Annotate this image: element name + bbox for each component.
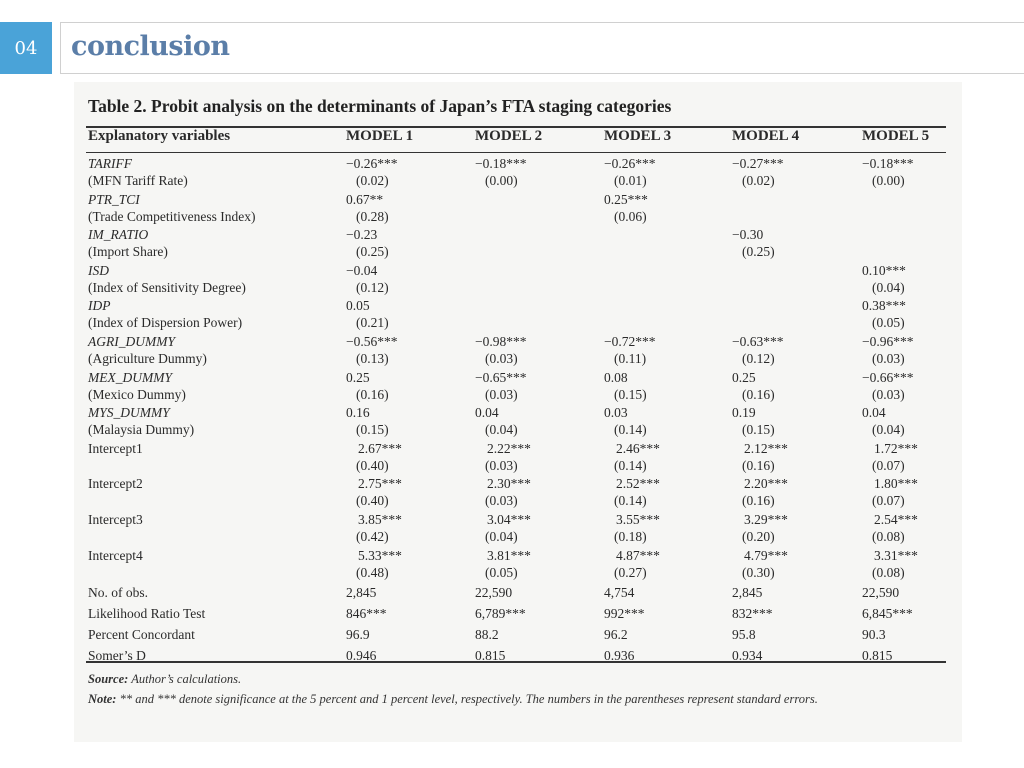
intercept-name: Intercept2 (88, 476, 143, 492)
intercept-name: Intercept3 (88, 512, 143, 527)
std-error-cell: (0.20) (742, 529, 775, 544)
coefficient-cell: 0.38*** (862, 298, 906, 314)
coefficient-cell: 3.55*** (616, 512, 660, 527)
statistic-value: 2,845 (732, 585, 763, 601)
coefficient-cell: 5.33*** (358, 547, 402, 563)
coefficient-cell: 0.25 (346, 369, 370, 385)
coefficient-cell: 0.25 (732, 369, 756, 385)
std-error-cell: (0.40) (356, 493, 389, 509)
std-error-cell: (0.03) (485, 386, 518, 402)
statistic-name: Percent Concordant (88, 627, 195, 643)
coefficient-cell: 0.16 (346, 405, 370, 421)
std-error-cell: (0.21) (356, 315, 389, 331)
variable-name: IDP (88, 298, 111, 314)
column-header-model-5: MODEL 5 (862, 128, 930, 144)
variable-description: (Trade Competitiveness Index) (88, 208, 256, 224)
coefficient-cell: 2.12*** (744, 440, 788, 456)
statistic-name: No. of obs. (88, 585, 148, 601)
variable-description: (Mexico Dummy) (88, 386, 186, 402)
variable-description: (Agriculture Dummy) (88, 351, 207, 366)
std-error-cell: (0.05) (872, 315, 905, 331)
std-error-cell: (0.13) (356, 351, 389, 366)
statistic-name: Somer’s D (88, 648, 146, 664)
slide-title: conclusion (71, 31, 230, 62)
variable-name: MEX_DUMMY (88, 369, 172, 385)
coefficient-cell: −0.27*** (732, 156, 784, 171)
variable-name: PTR_TCI (88, 191, 140, 207)
table-note (88, 689, 938, 709)
source-label: Source: (88, 672, 129, 686)
statistic-value: 2,845 (346, 585, 377, 601)
coefficient-cell: 0.10*** (862, 262, 906, 278)
coefficient-cell: −0.96*** (862, 334, 914, 349)
std-error-cell: (0.04) (485, 422, 518, 438)
std-error-cell: (0.04) (485, 529, 518, 544)
table-source (88, 669, 938, 689)
coefficient-cell: 4.79*** (744, 547, 788, 563)
column-header-model-1: MODEL 1 (346, 128, 414, 144)
statistic-value: 0.815 (475, 648, 506, 664)
source-text: Author’s calculations. (131, 672, 242, 686)
coefficient-cell: 0.05 (346, 298, 370, 314)
intercept-name: Intercept1 (88, 440, 143, 456)
variable-name: ISD (88, 262, 109, 278)
coefficient-cell: 0.25*** (604, 191, 648, 207)
variable-description: (Index of Dispersion Power) (88, 315, 243, 331)
std-error-cell: (0.27) (614, 564, 647, 580)
variable-name: IM_RATIO (88, 227, 149, 243)
statistic-value: 0.946 (346, 648, 377, 664)
statistic-value: 22,590 (862, 585, 900, 601)
coefficient-cell: −0.18*** (475, 156, 527, 171)
coefficient-cell: 3.29*** (744, 512, 788, 527)
statistic-value: 90.3 (862, 627, 886, 643)
coefficient-cell: 3.81*** (487, 547, 531, 563)
statistic-value: 4,754 (604, 585, 635, 601)
std-error-cell: (0.28) (356, 208, 389, 224)
coefficient-cell: 2.67*** (358, 440, 402, 456)
coefficient-cell: −0.72*** (604, 334, 656, 349)
std-error-cell: (0.15) (356, 422, 389, 438)
coefficient-cell: −0.26*** (346, 156, 398, 171)
statistic-value: 6,845*** (862, 606, 913, 622)
std-error-cell: (0.16) (742, 386, 775, 402)
statistic-value: 95.8 (732, 627, 756, 643)
statistic-value: 846*** (346, 606, 387, 622)
column-header-model-2: MODEL 2 (475, 128, 543, 144)
std-error-cell: (0.02) (742, 173, 775, 188)
section-number-badge: 04 (0, 22, 52, 74)
coefficient-cell: 4.87*** (616, 547, 660, 563)
std-error-cell: (0.04) (872, 422, 905, 438)
std-error-cell: (0.15) (742, 422, 775, 438)
statistic-value: 0.936 (604, 648, 635, 664)
std-error-cell: (0.14) (614, 457, 647, 473)
coefficient-cell: −0.98*** (475, 334, 527, 349)
variable-description: (MFN Tariff Rate) (88, 173, 188, 188)
std-error-cell: (0.00) (872, 173, 905, 188)
std-error-cell: (0.04) (872, 279, 905, 295)
std-error-cell: (0.14) (614, 493, 647, 509)
coefficient-cell: 3.31*** (874, 547, 918, 563)
std-error-cell: (0.08) (872, 564, 905, 580)
std-error-cell: (0.02) (356, 173, 389, 188)
std-error-cell: (0.48) (356, 564, 389, 580)
std-error-cell: (0.40) (356, 457, 389, 473)
coefficient-cell: 0.04 (862, 405, 886, 421)
slide-header (0, 22, 1024, 74)
std-error-cell: (0.15) (614, 386, 647, 402)
std-error-cell: (0.25) (356, 244, 389, 260)
std-error-cell: (0.08) (872, 529, 905, 544)
std-error-cell: (0.03) (485, 493, 518, 509)
coefficient-cell: 0.03 (604, 405, 628, 421)
coefficient-cell: 2.54*** (874, 512, 918, 527)
std-error-cell: (0.00) (485, 173, 518, 188)
coefficient-cell: 2.75*** (358, 476, 402, 492)
statistic-value: 6,789*** (475, 606, 526, 622)
statistic-value: 96.9 (346, 627, 370, 643)
coefficient-cell: −0.30 (732, 227, 764, 243)
std-error-cell: (0.16) (742, 493, 775, 509)
std-error-cell: (0.05) (485, 564, 518, 580)
statistic-value: 96.2 (604, 627, 628, 643)
coefficient-cell: 3.04*** (487, 512, 531, 527)
column-header-variables: Explanatory variables (88, 128, 231, 144)
column-header-model-4: MODEL 4 (732, 128, 800, 144)
std-error-cell: (0.07) (872, 457, 905, 473)
variable-name: AGRI_DUMMY (88, 334, 175, 349)
intercept-name: Intercept4 (88, 547, 143, 563)
coefficient-cell: 1.80*** (874, 476, 918, 492)
statistic-name: Likelihood Ratio Test (88, 606, 206, 622)
statistic-value: 88.2 (475, 627, 499, 643)
column-header-model-3: MODEL 3 (604, 128, 672, 144)
std-error-cell: (0.16) (356, 386, 389, 402)
variable-name: MYS_DUMMY (88, 405, 170, 421)
coefficient-cell: −0.23 (346, 227, 378, 243)
coefficient-cell: 2.22*** (487, 440, 531, 456)
table-bottom-rule (86, 661, 946, 663)
std-error-cell: (0.03) (872, 386, 905, 402)
coefficient-cell: −0.18*** (862, 156, 914, 171)
std-error-cell: (0.03) (872, 351, 905, 366)
coefficient-cell: 2.52*** (616, 476, 660, 492)
coefficient-cell: 0.04 (475, 405, 499, 421)
std-error-cell: (0.42) (356, 529, 389, 544)
coefficient-cell: 1.72*** (874, 440, 918, 456)
coefficient-cell: −0.65*** (475, 369, 527, 385)
std-error-cell: (0.03) (485, 351, 518, 366)
coefficient-cell: 2.46*** (616, 440, 660, 456)
statistic-value: 22,590 (475, 585, 513, 601)
coefficient-cell: 0.67** (346, 191, 384, 207)
note-label: Note: (88, 692, 117, 706)
std-error-cell: (0.03) (485, 457, 518, 473)
variable-name: TARIFF (88, 156, 132, 171)
coefficient-cell: −0.56*** (346, 334, 398, 349)
std-error-cell: (0.01) (614, 173, 647, 188)
coefficient-cell: 2.30*** (487, 476, 531, 492)
table-image (74, 82, 962, 742)
variable-description: (Index of Sensitivity Degree) (88, 279, 246, 295)
coefficient-cell: 2.20*** (744, 476, 788, 492)
std-error-cell: (0.12) (356, 279, 389, 295)
std-error-cell: (0.11) (614, 351, 647, 366)
statistic-value: 832*** (732, 606, 773, 622)
std-error-cell: (0.18) (614, 529, 647, 544)
coefficient-cell: −0.66*** (862, 369, 914, 385)
coefficient-cell: −0.26*** (604, 156, 656, 171)
variable-description: (Malaysia Dummy) (88, 422, 195, 438)
std-error-cell: (0.06) (614, 208, 647, 224)
title-box (60, 22, 1024, 74)
coefficient-cell: −0.04 (346, 262, 378, 278)
statistic-value: 992*** (604, 606, 645, 622)
std-error-cell: (0.16) (742, 457, 775, 473)
coefficient-cell: 3.85*** (358, 512, 402, 527)
std-error-cell: (0.30) (742, 564, 775, 580)
table-header-rule (86, 152, 946, 153)
std-error-cell: (0.12) (742, 351, 775, 366)
note-text: ** and *** denote significance at the 5 percent and 1 percent level, respectively. The numbers in the parentheses represent standard errors. (119, 692, 818, 706)
statistic-value: 0.934 (732, 648, 763, 664)
std-error-cell: (0.25) (742, 244, 775, 260)
coefficient-cell: −0.63*** (732, 334, 784, 349)
std-error-cell: (0.14) (614, 422, 647, 438)
variable-description: (Import Share) (88, 244, 168, 260)
coefficient-cell: 0.19 (732, 405, 756, 421)
std-error-cell: (0.07) (872, 493, 905, 509)
table-caption: Table 2. Probit analysis on the determinants of Japan’s FTA staging categories (88, 96, 672, 116)
coefficient-cell: 0.08 (604, 369, 628, 385)
statistic-value: 0.815 (862, 648, 893, 664)
